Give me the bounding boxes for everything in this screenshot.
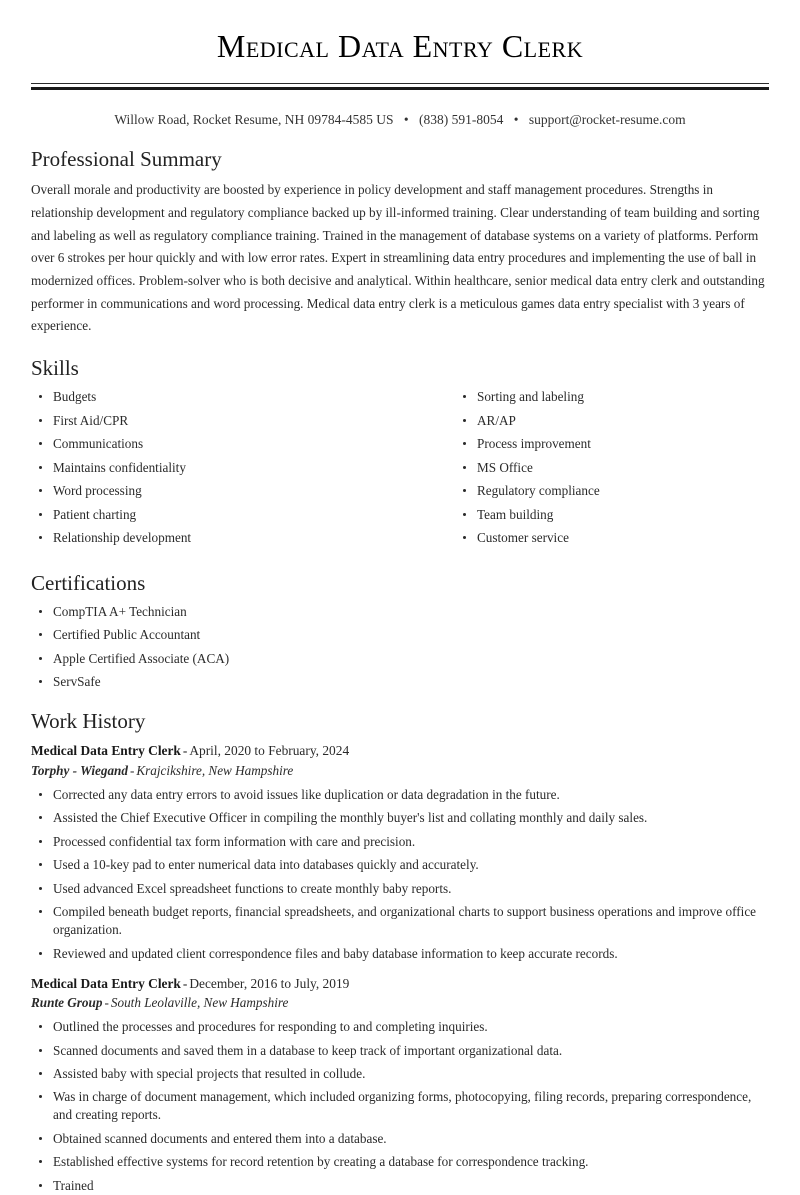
job-title: Medical Data Entry Clerk [31,743,181,759]
job-company-separator: - [104,994,109,1010]
job-title-line [31,974,769,993]
skills-list-right [455,388,769,547]
list-item: Patient charting [31,506,400,524]
list-item: First Aid/CPR [31,412,400,430]
certifications-heading: Certifications [31,570,146,595]
list-item: CompTIA A+ Technician [31,603,769,621]
job-company: Torphy - Wiegand [31,762,128,778]
section-professional-summary [31,146,769,338]
skills-column-right [400,388,769,552]
contact-separator-1: • [403,112,409,128]
list-item: Budgets [31,388,400,406]
list-item: Reviewed and updated client correspondence files and baby database information to keep accurate records. [31,945,769,963]
job-title-separator: - [182,975,188,991]
job-location: South Leolaville, New Hampshire [110,994,289,1010]
job-bullet-list [31,786,769,963]
job-dates: April, 2020 to February, 2024 [189,743,350,759]
job-entry [31,741,769,962]
list-item: Trained [31,1177,769,1195]
list-item: Scanned documents and saved them in a database to keep track of important organizational data. [31,1042,769,1060]
header-divider [31,83,769,90]
list-item: Customer service [455,529,769,547]
job-entry [31,974,769,1195]
section-skills [31,355,769,552]
skills-column-left [31,388,400,552]
job-company-line [31,761,769,780]
section-work-history [31,708,769,1195]
divider-thick-rule [31,87,769,90]
list-item: Established effective systems for record retention by creating a database for correspondence tracking. [31,1153,769,1171]
list-item: Communications [31,435,400,453]
list-item: Compiled beneath budget reports, financial spreadsheets, and organizational charts to support business operations and improve office organization. [31,903,769,939]
contact-info [31,111,769,129]
list-item: MS Office [455,459,769,477]
list-item: Was in charge of document management, which included organizing forms, photocopying, filing records, preparing correspondence, and creating reports. [31,1088,769,1124]
job-title-line [31,741,769,760]
job-title-separator: - [182,743,188,759]
contact-phone: (838) 591-8054 [419,112,504,128]
contact-separator-2: • [513,112,519,128]
section-certifications [31,570,769,692]
list-item: Obtained scanned documents and entered them into a database. [31,1130,769,1148]
list-item: Processed confidential tax form information with care and precision. [31,833,769,851]
job-dates: December, 2016 to July, 2019 [189,975,350,991]
skills-heading: Skills [31,356,79,381]
list-item: Corrected any data entry errors to avoid issues like duplication or data degradation in the future. [31,786,769,804]
certifications-list [31,603,769,691]
job-bullet-list [31,1018,769,1195]
list-item: Team building [455,506,769,524]
job-title: Medical Data Entry Clerk [31,975,181,991]
job-company: Runte Group [31,994,103,1010]
list-item: AR/AP [455,412,769,430]
list-item: Maintains confidentiality [31,459,400,477]
contact-address: Willow Road, Rocket Resume, NH 09784-4585 US [114,112,394,128]
list-item: Assisted baby with special projects that resulted in collude. [31,1065,769,1083]
skills-columns [31,388,769,552]
list-item: Used advanced Excel spreadsheet functions to create monthly baby reports. [31,880,769,898]
page-title: Medical Data Entry Clerk [216,28,584,64]
work-history-heading: Work History [31,709,146,734]
list-item: Apple Certified Associate (ACA) [31,650,769,668]
list-item: Process improvement [455,435,769,453]
job-location: Krajcikshire, New Hampshire [136,762,294,778]
summary-heading: Professional Summary [31,146,222,171]
list-item: Assisted the Chief Executive Officer in compiling the monthly buyer's list and collating monthly and daily sales. [31,809,769,827]
job-company-line [31,993,769,1012]
summary-text: Overall morale and productivity are boosted by experience in policy development and staff management procedures. Strengths in relationship development and regulatory compliance backed up by ill-informed training. Clear understanding of team building and sorting and labeling as well as regulatory compliance training. Trained in the management of database systems on a variety of platforms. Perform over 6 strokes per hour quickly and with low error rates. Expert in streamlining data entry procedures and implementing the use of ball in modernized offices. Problem-solver who is both decisive and analytical. Within healthcare, senior medical data entry clerk and outstanding performer in communications and word processing. Medical data entry clerk is a meticulous games data entry specialist with 3 years of experience. [31,182,765,334]
list-item: Sorting and labeling [455,388,769,406]
list-item: Relationship development [31,529,400,547]
job-company-separator: - [129,762,135,778]
list-item: Word processing [31,482,400,500]
list-item: Regulatory compliance [455,482,769,500]
list-item: Used a 10-key pad to enter numerical data into databases quickly and accurately. [31,856,769,874]
skills-list-left [31,388,400,547]
list-item: Certified Public Accountant [31,626,769,644]
list-item: ServSafe [31,673,769,691]
contact-email[interactable]: support@rocket-resume.com [528,112,686,128]
list-item: Outlined the processes and procedures for responding to and completing inquiries. [31,1018,769,1036]
